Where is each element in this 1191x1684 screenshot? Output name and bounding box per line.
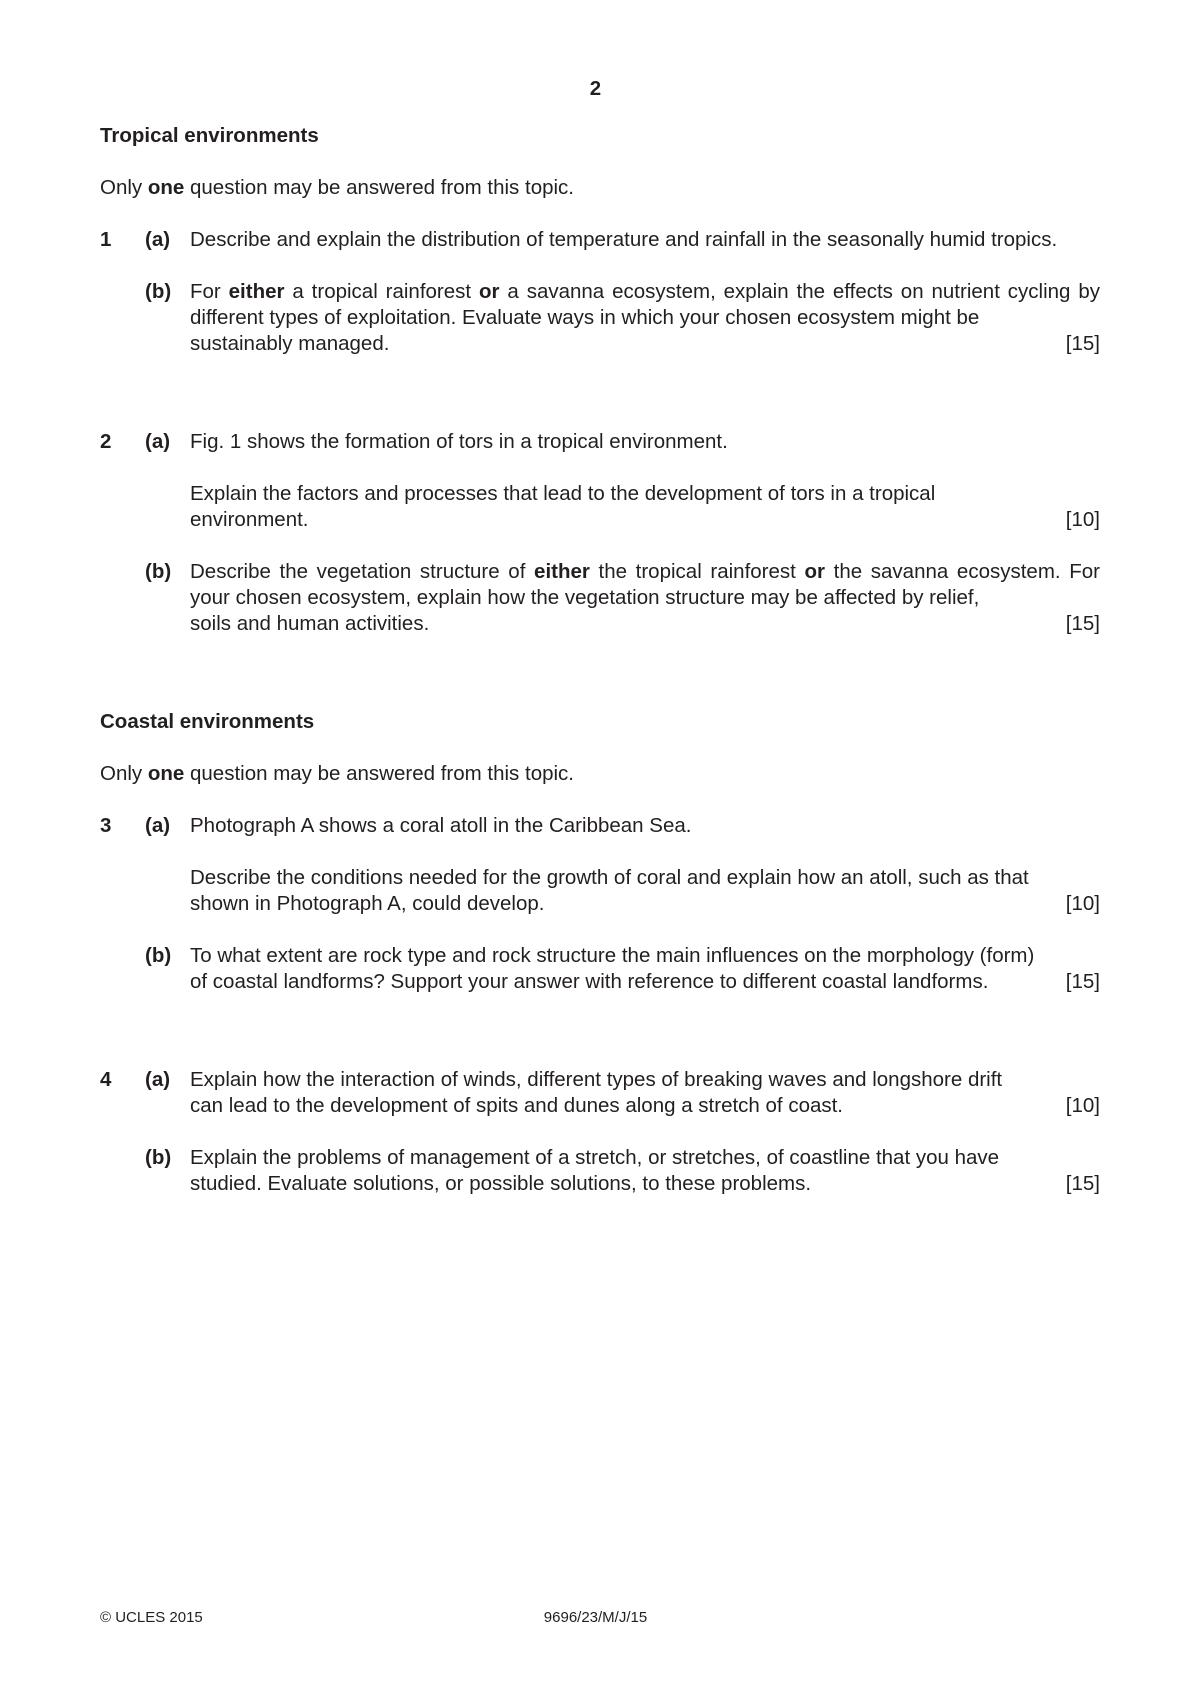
footer-code: 9696/23/M/J/15	[543, 1609, 648, 1626]
paragraph: Describe the conditions needed for the growth of coral and explain how an atoll, such as that	[190, 866, 1029, 889]
last-line-text: environment.	[190, 508, 309, 531]
question-number: 2	[100, 430, 112, 453]
marks: [15]	[1065, 612, 1100, 635]
last-line-text: of coastal landforms? Support your answer with reference to different coastal landforms.	[190, 970, 989, 993]
part-text: Explain how the interaction of winds, different types of breaking waves and longshore drift	[190, 1068, 1003, 1091]
paragraph: Explain the factors and processes that lead to the development of tors in a tropical	[190, 482, 936, 505]
text-emphasis: either	[534, 560, 590, 583]
last-line	[190, 969, 1100, 995]
text-emphasis: or	[804, 560, 825, 583]
last-line	[190, 507, 1100, 533]
paragraph: Fig. 1 shows the formation of tors in a tropical environment.	[190, 430, 728, 453]
last-line-text: studied. Evaluate solutions, or possible solutions, to these problems.	[190, 1172, 812, 1195]
last-line-text: can lead to the development of spits and dunes along a stretch of coast.	[190, 1094, 844, 1117]
exam-content	[100, 123, 1100, 1197]
paragraph: Photograph A shows a coral atoll in the Caribbean Sea.	[190, 814, 692, 837]
part-text	[190, 813, 1100, 891]
text-emphasis: either	[228, 280, 285, 303]
part-text	[190, 559, 1100, 611]
question-number: 3	[100, 814, 112, 837]
page-number: 2	[589, 77, 602, 100]
last-line-text: sustainably managed.	[190, 332, 390, 355]
text-segment: Describe the vegetation structure of	[190, 560, 535, 583]
marks: [15]	[1065, 970, 1100, 993]
part-label: (a)	[145, 430, 171, 453]
question-2	[100, 429, 1100, 637]
intro-bold: one	[147, 762, 185, 785]
question-part	[100, 559, 1100, 637]
part-text	[190, 279, 1100, 331]
last-line-text: shown in Photograph A, could develop.	[190, 892, 545, 915]
marks: [10]	[1065, 1094, 1100, 1117]
section-intro	[100, 761, 1100, 787]
part-label: (b)	[145, 1146, 172, 1169]
last-line	[190, 1093, 1100, 1119]
intro-prefix: Only	[100, 762, 148, 785]
part-text: Describe and explain the distribution of temperature and rainfall in the seasonally humid tropics.	[190, 228, 1058, 251]
question-part	[100, 1067, 1100, 1119]
footer-copyright: © UCLES 2015	[100, 1609, 203, 1626]
part-text: Explain the problems of management of a stretch, or stretches, of coastline that you have	[190, 1146, 1000, 1169]
text-segment: the savanna ecosystem. For your chosen ecosystem, explain how the vegetation structure may be affected by relief,	[190, 560, 1100, 609]
part-label: (b)	[145, 280, 172, 303]
part-label: (b)	[145, 560, 172, 583]
marks: [15]	[1065, 332, 1100, 355]
part-label: (a)	[145, 1068, 171, 1091]
part-text: To what extent are rock type and rock structure the main influences on the morphology (form)	[190, 944, 1035, 967]
part-label: (a)	[145, 814, 171, 837]
question-part	[100, 429, 1100, 533]
question-part	[100, 1145, 1100, 1197]
text-segment: a tropical rainforest	[284, 280, 479, 303]
last-line	[190, 1171, 1100, 1197]
text-segment: For	[190, 280, 229, 303]
last-line	[190, 891, 1100, 917]
question-number: 4	[100, 1068, 112, 1091]
section-intro	[100, 175, 1100, 201]
question-part	[100, 813, 1100, 917]
question-4	[100, 1067, 1100, 1197]
intro-suffix: question may be answered from this topic.	[184, 176, 575, 199]
intro-bold: one	[147, 176, 185, 199]
part-text	[190, 429, 1100, 507]
last-line-text: soils and human activities.	[190, 612, 430, 635]
text-segment: the tropical rainforest	[589, 560, 805, 583]
marks: [15]	[1065, 1172, 1100, 1195]
marks: [10]	[1065, 892, 1100, 915]
question-number: 1	[100, 228, 112, 251]
question-part	[100, 227, 1100, 253]
question-part	[100, 943, 1100, 995]
section-tropical	[100, 123, 1100, 637]
part-label: (a)	[145, 228, 171, 251]
section-heading: Coastal environments	[100, 710, 315, 733]
question-3	[100, 813, 1100, 995]
section-heading: Tropical environments	[100, 124, 319, 147]
intro-prefix: Only	[100, 176, 148, 199]
question-part	[100, 279, 1100, 357]
text-segment: a savanna ecosystem, explain the effects on nutrient cycling by different types of exploitation. Evaluate ways in which your chosen ecosystem might be	[190, 280, 1100, 329]
part-label: (b)	[145, 944, 172, 967]
intro-suffix: question may be answered from this topic.	[184, 762, 575, 785]
marks: [10]	[1065, 508, 1100, 531]
last-line	[190, 331, 1100, 357]
last-line	[190, 611, 1100, 637]
text-emphasis: or	[479, 280, 500, 303]
question-1	[100, 227, 1100, 357]
section-coastal	[100, 709, 1100, 1197]
